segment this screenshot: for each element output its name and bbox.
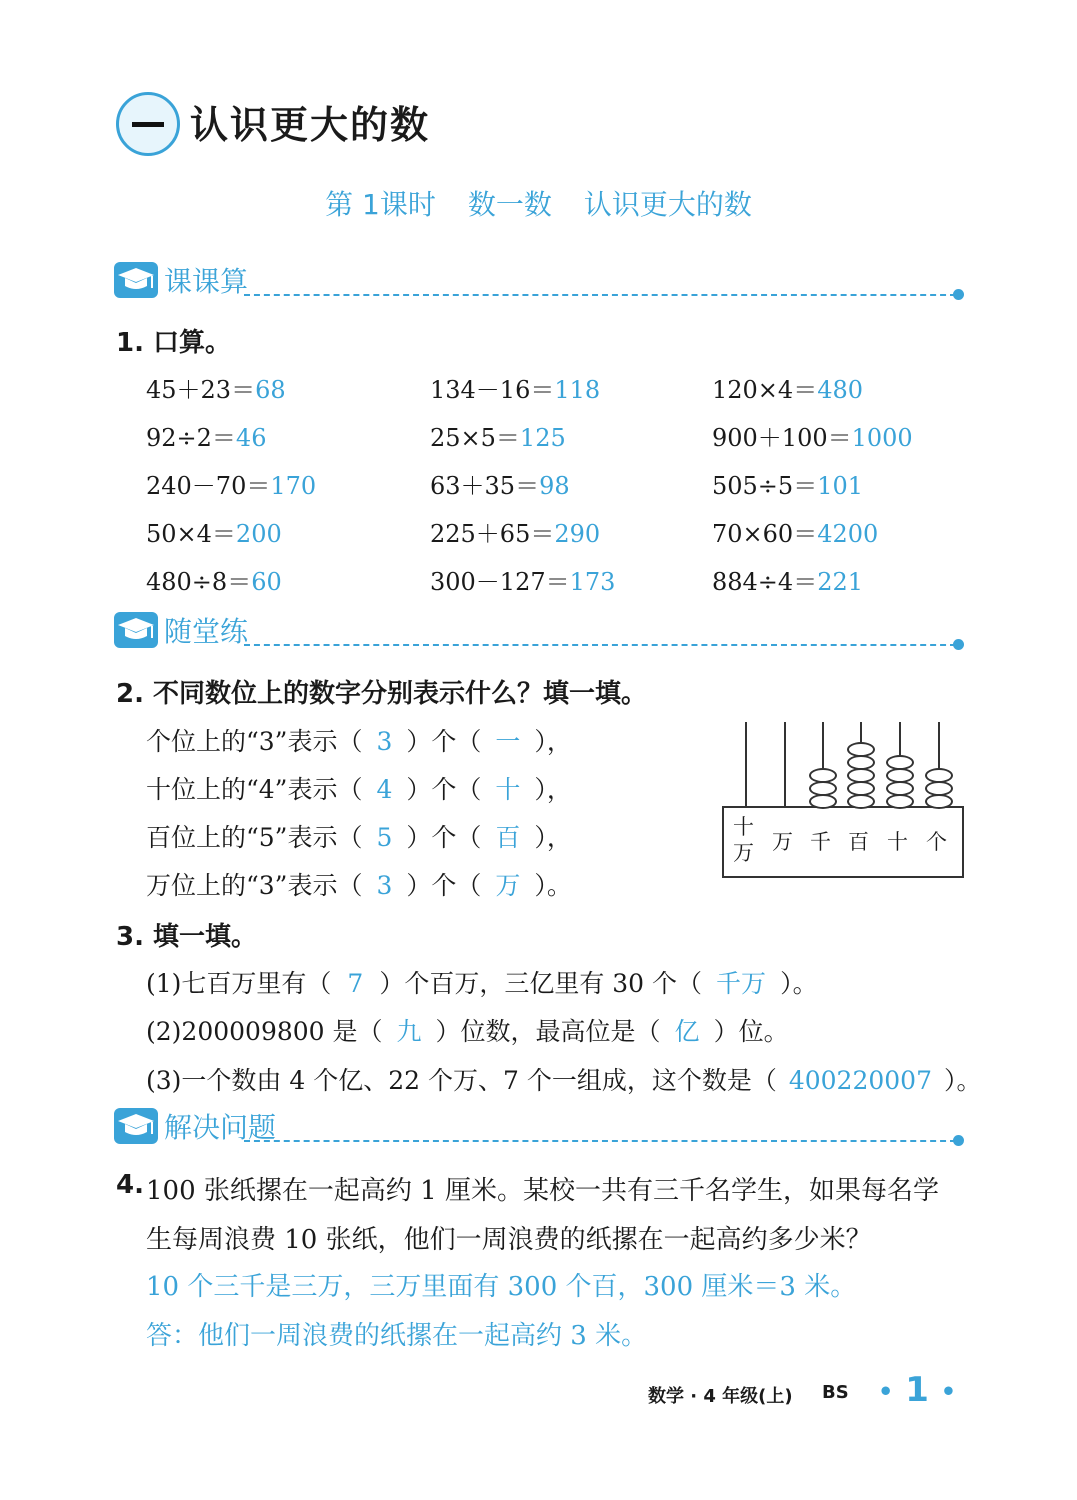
answer: 221 <box>817 568 863 596</box>
calc-item <box>430 370 600 405</box>
q4-answer: 答：他们一周浪费的纸摞在一起高约 3 米。 <box>146 1321 648 1351</box>
q4-answer-work: 10 个三千是三万，三万里面有 300 个百，300 厘米＝3 米。 <box>146 1272 857 1302</box>
chapter-number-badge <box>116 92 180 156</box>
text: ）个（ <box>406 727 482 756</box>
abacus-bead <box>886 794 914 809</box>
expression: 92÷2＝ <box>146 424 236 452</box>
answer: 3 <box>376 727 393 756</box>
answer: 百 <box>495 823 521 852</box>
answer: 173 <box>569 568 616 596</box>
answer: 千万 <box>716 969 767 998</box>
expression: 505÷5＝ <box>712 472 818 500</box>
abacus-bead <box>925 794 953 809</box>
abacus-place-label: 百 <box>848 830 869 854</box>
q2-line <box>146 866 572 902</box>
calc-item <box>430 514 600 549</box>
answer: 3 <box>376 871 393 900</box>
answer: 5 <box>376 823 393 852</box>
answer: 一 <box>495 727 521 756</box>
abacus-bead <box>847 794 875 809</box>
text: ）， <box>534 823 572 852</box>
expression: 70×60＝ <box>712 520 818 548</box>
expression: 480÷8＝ <box>146 568 252 596</box>
answer: 万 <box>495 871 521 900</box>
answer: 200 <box>235 520 282 548</box>
dashed-divider <box>244 294 956 296</box>
section-header-practice <box>114 262 964 302</box>
question-title: 口算。 <box>153 328 232 358</box>
answer: 98 <box>539 472 570 500</box>
abacus-bead <box>925 768 953 783</box>
graduation-cap-icon <box>114 1108 158 1144</box>
abacus-rod <box>784 722 786 808</box>
calc-item <box>146 466 316 501</box>
expression: 63＋35＝ <box>430 472 540 500</box>
divider-dot <box>953 639 964 650</box>
dashed-divider <box>244 1140 956 1142</box>
lesson-number: 第 1课时 <box>325 188 436 221</box>
expression: 45＋23＝ <box>146 376 256 404</box>
text: 十位上的“4”表示（ <box>146 775 363 804</box>
calc-item <box>712 466 863 501</box>
answer: 101 <box>817 472 863 500</box>
expression: 300－127＝ <box>430 568 570 596</box>
q2-line <box>146 770 572 806</box>
abacus-place-label: 个 <box>926 830 947 854</box>
question-4-number: 4. <box>116 1170 144 1200</box>
dashed-divider <box>244 644 956 646</box>
answer: 60 <box>251 568 282 596</box>
question-number: 2. <box>116 679 144 709</box>
answer: 4200 <box>817 520 879 548</box>
text: 百位上的“5”表示（ <box>146 823 363 852</box>
answer: 1000 <box>851 424 913 452</box>
text: ）， <box>534 727 572 756</box>
q3-line-2: (2)200009800 是（ 九 ）位数，最高位是（ 亿 ）位。 <box>146 1017 789 1046</box>
abacus-place-label: 十万 <box>733 815 754 865</box>
abacus-bead <box>809 768 837 783</box>
abacus-bead <box>925 781 953 796</box>
question-title: 不同数位上的数字分别表示什么？填一填。 <box>153 679 648 709</box>
calc-item <box>430 466 570 501</box>
expression: 240－70＝ <box>146 472 271 500</box>
section-title: 随堂练 <box>164 615 249 648</box>
answer: 480 <box>817 376 863 404</box>
question-title: 填一填。 <box>153 922 258 952</box>
text: ）个（ <box>406 823 482 852</box>
calc-item <box>430 418 566 453</box>
answer: 118 <box>554 376 601 404</box>
abacus-place-label: 十 <box>887 830 908 854</box>
calc-item <box>712 562 863 597</box>
divider-dot <box>953 289 964 300</box>
text: 万位上的“3”表示（ <box>146 871 363 900</box>
lesson-topic-2: 认识更大的数 <box>583 188 752 221</box>
answer: 125 <box>519 424 566 452</box>
calc-item <box>712 370 863 405</box>
section-title: 课课算 <box>164 265 249 298</box>
abacus-bead <box>847 742 875 757</box>
answer: 400220007 <box>788 1066 932 1095</box>
lesson-topic-1: 数一数 <box>467 188 552 221</box>
text: ）个（ <box>406 775 482 804</box>
question-2-heading <box>116 673 647 710</box>
q4-text-line-2: 生每周浪费 10 张纸，他们一周浪费的纸摞在一起高约多少米？ <box>146 1225 872 1255</box>
answer: 170 <box>270 472 317 500</box>
expression: 25×5＝ <box>430 424 520 452</box>
question-number: 3. <box>116 922 144 952</box>
answer: 290 <box>554 520 601 548</box>
chapter-title: 认识更大的数 <box>190 103 431 147</box>
section-header-class-practice <box>114 612 964 652</box>
answer: 亿 <box>674 1017 700 1046</box>
calc-item <box>712 418 913 453</box>
calc-item <box>146 370 286 405</box>
answer: 4 <box>376 775 393 804</box>
footer-subject: 数学 · 4 年级(上) <box>648 1386 793 1407</box>
abacus-bead <box>847 781 875 796</box>
expression: 225＋65＝ <box>430 520 555 548</box>
abacus-bead <box>886 781 914 796</box>
abacus-place-label: 千 <box>810 830 831 854</box>
graduation-cap-icon <box>114 612 158 648</box>
graduation-cap-icon <box>114 262 158 298</box>
expression: 50×4＝ <box>146 520 236 548</box>
footer-edition: BS <box>822 1382 849 1403</box>
expression: 900＋100＝ <box>712 424 852 452</box>
abacus-bead <box>809 794 837 809</box>
q3-line-3: (3)一个数由 4 个亿、22 个万、7 个一组成，这个数是（ 400220007 ）。 <box>146 1066 982 1095</box>
answer: 68 <box>255 376 286 404</box>
calc-item <box>430 562 615 597</box>
q2-line <box>146 722 572 758</box>
text: ）， <box>534 775 572 804</box>
answer: 46 <box>235 424 267 452</box>
chapter-number <box>132 122 164 127</box>
divider-dot <box>953 1135 964 1146</box>
calc-item <box>146 418 266 453</box>
question-1-heading <box>116 322 231 359</box>
page-number: • 1 • <box>878 1370 957 1410</box>
section-header-problem-solving <box>114 1108 964 1148</box>
text: 个位上的“3”表示（ <box>146 727 363 756</box>
q3-line-1: (1)七百万里有（ 7 ）个百万，三亿里有 30 个（ 千万 ）。 <box>146 969 818 998</box>
expression: 134－16＝ <box>430 376 555 404</box>
abacus-place-label: 万 <box>772 830 793 854</box>
answer: 7 <box>347 969 364 998</box>
calc-item <box>146 514 282 549</box>
abacus-bead <box>847 755 875 770</box>
abacus-bead <box>886 755 914 770</box>
abacus-bead <box>809 781 837 796</box>
text: ）。 <box>534 871 572 900</box>
abacus-bead <box>847 768 875 783</box>
abacus-bead <box>886 768 914 783</box>
answer: 九 <box>396 1017 422 1046</box>
calc-item <box>712 514 878 549</box>
question-number: 1. <box>116 328 144 358</box>
expression: 120×4＝ <box>712 376 818 404</box>
q4-text-line-1: 100 张纸摞在一起高约 1 厘米。某校一共有三千名学生，如果每名学 <box>146 1176 939 1206</box>
section-title: 解决问题 <box>164 1111 277 1144</box>
answer: 十 <box>495 775 521 804</box>
calc-item <box>146 562 282 597</box>
abacus-rod <box>745 722 747 808</box>
text: ）个（ <box>406 871 482 900</box>
lesson-title <box>0 183 1077 223</box>
question-3-heading <box>116 916 257 953</box>
expression: 884÷4＝ <box>712 568 818 596</box>
q2-line <box>146 818 572 854</box>
